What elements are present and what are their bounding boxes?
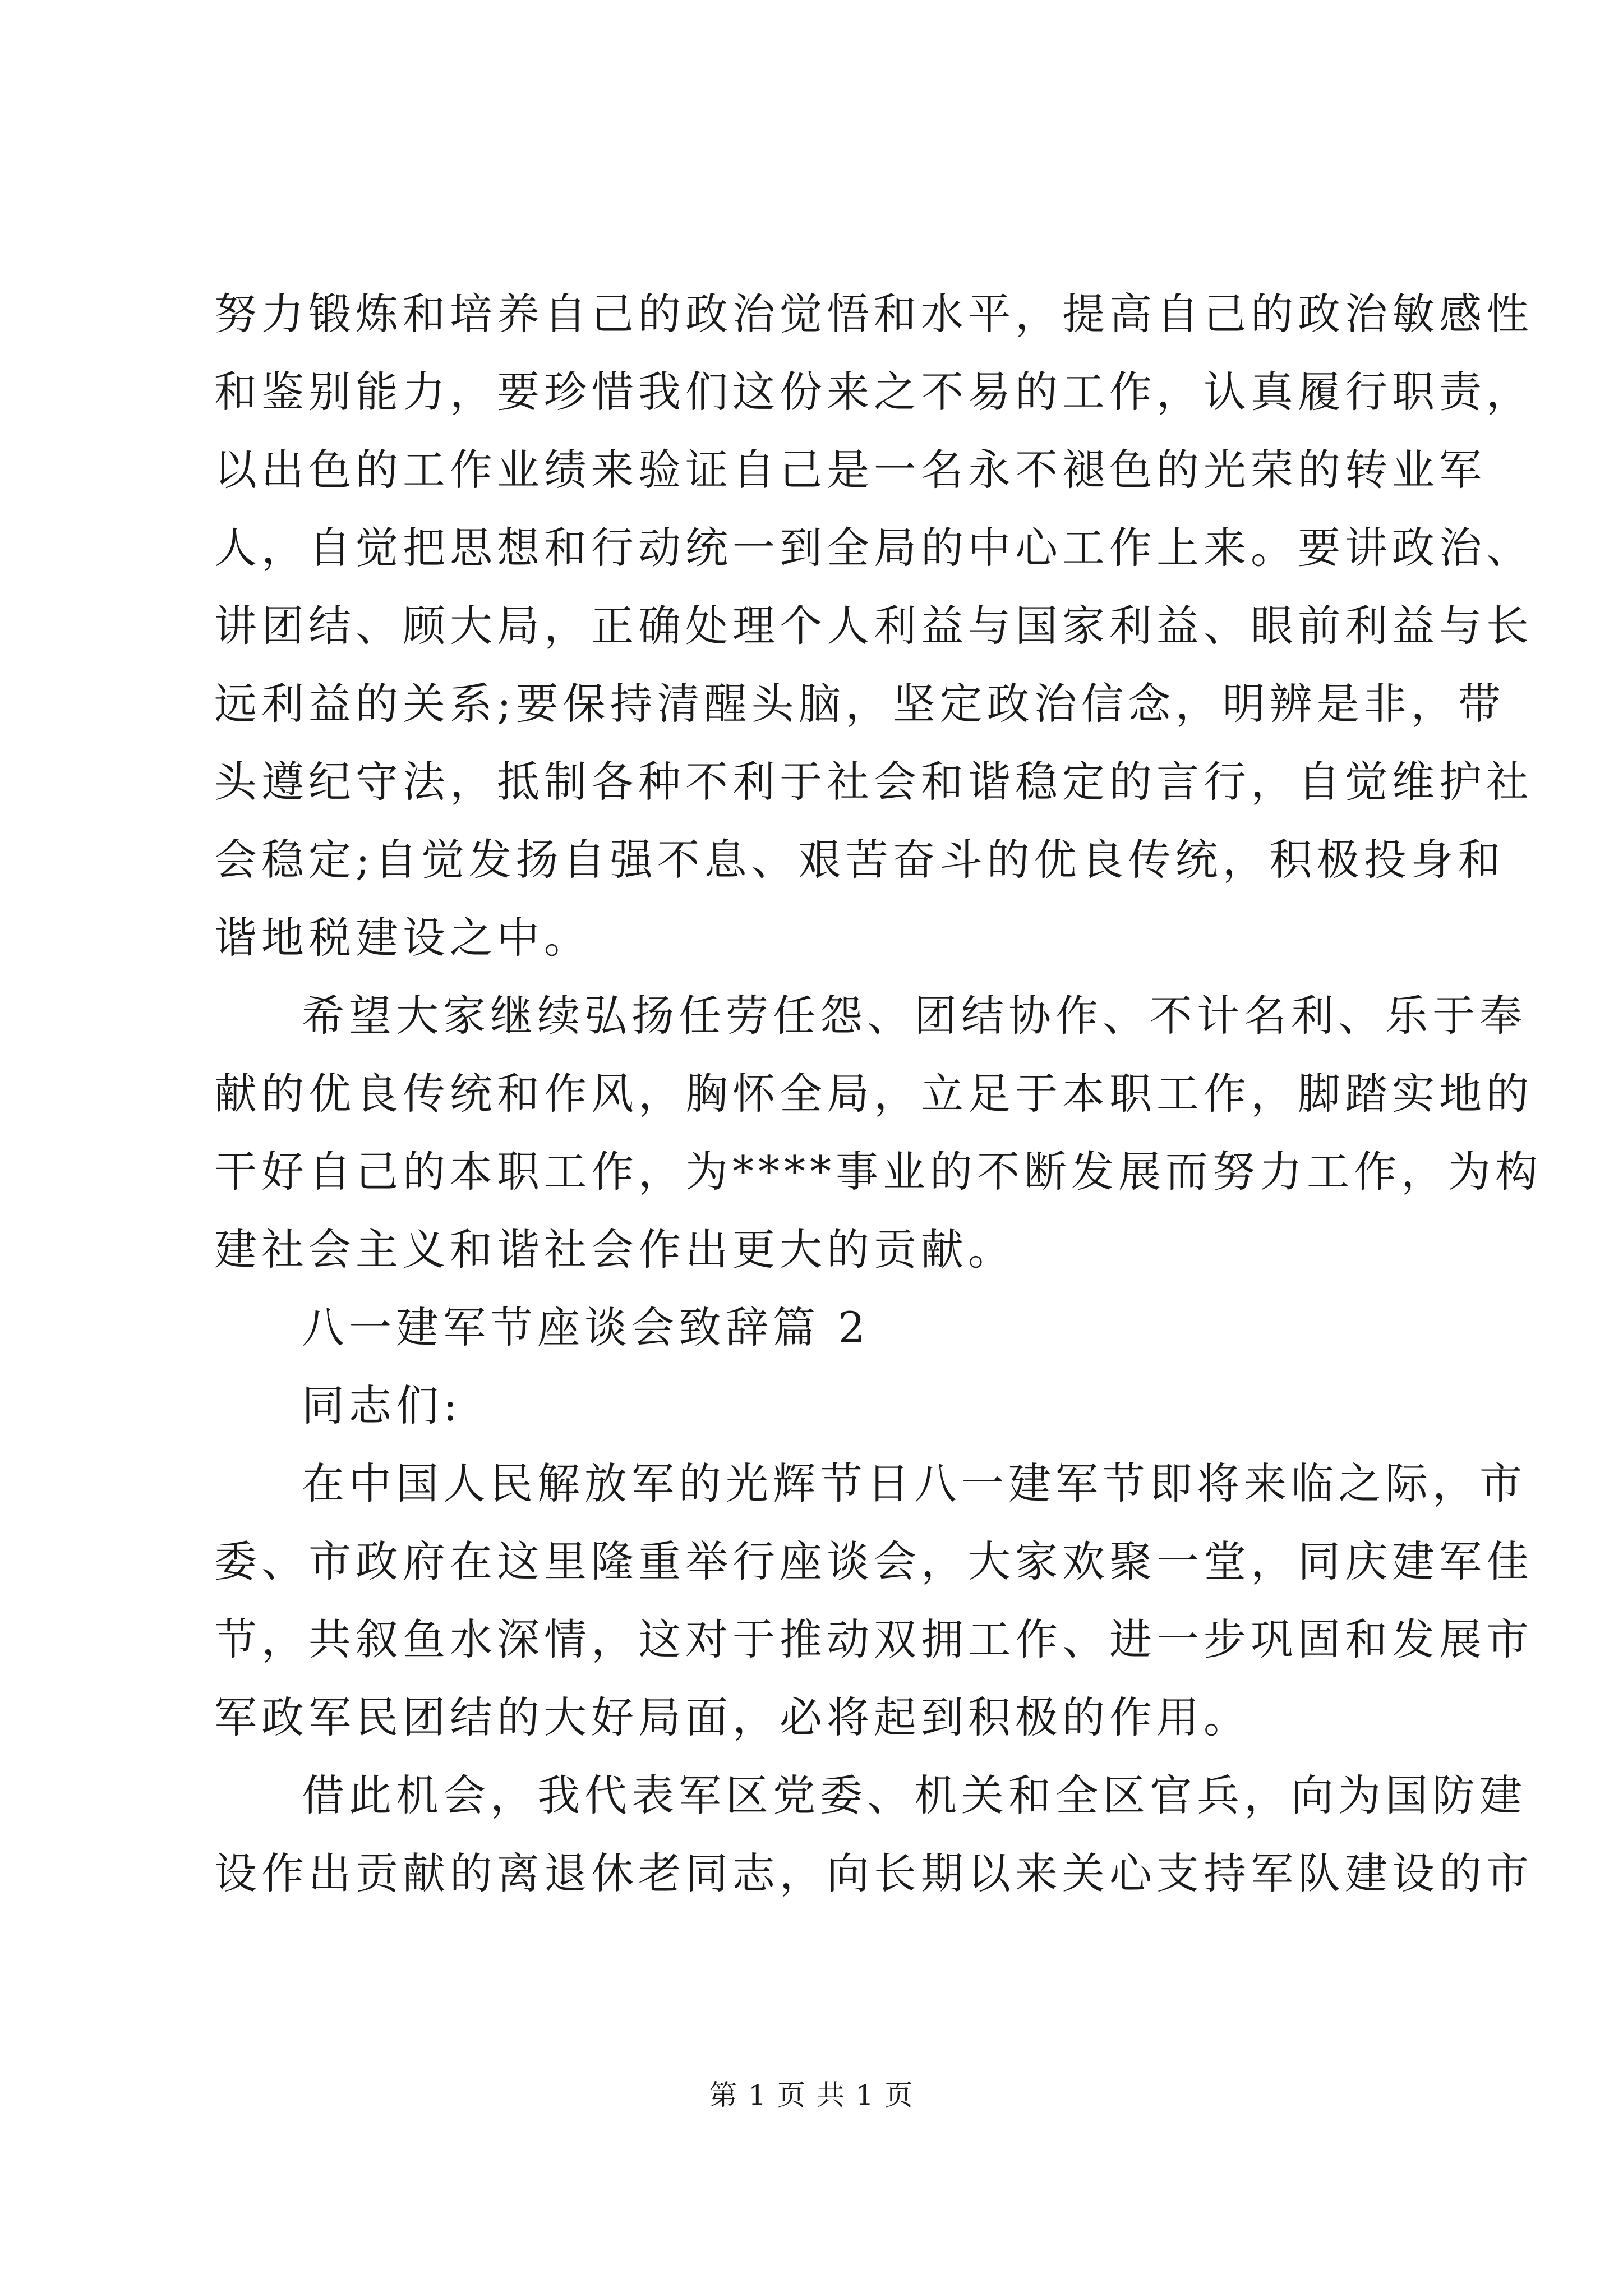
text-line: 军政军民团结的大好局面，必将起到积极的作用。 [214,1692,1251,1742]
text-line: 人，自觉把思想和行动统一到全局的中心工作上来。要讲政治、 [214,523,1533,573]
text-line: 建社会主义和谐社会作出更大的贡献。 [214,1225,1015,1274]
text-line: 努力锻炼和培养自己的政治觉悟和水平，提高自己的政治敏感性 [214,289,1533,339]
text-line: 和鉴别能力，要珍惜我们这份来之不易的工作，认真履行职责， [214,367,1533,417]
text-line: 委、市政府在这里隆重举行座谈会，大家欢聚一堂，同庆建军佳 [214,1536,1533,1586]
page-footer: 第 1 页 共 1 页 [709,2079,914,2111]
paragraph-start-line: 借此机会，我代表军区党委、机关和全区官兵，向为国防建 [302,1770,1527,1820]
paragraph-start-line: 希望大家继续弘扬任劳任怨、团结协作、不计名利、乐于奉 [302,991,1527,1041]
text-line: 头遵纪守法，抵制各种不利于社会和谐稳定的言行，自觉维护社 [214,757,1533,807]
salutation: 同志们: [302,1381,462,1430]
text-line: 干好自己的本职工作，为****事业的不断发展而努力工作，为构 [214,1147,1542,1197]
paragraph-start-line: 在中国人民解放军的光辉节日八一建军节即将来临之际，市 [302,1458,1527,1508]
text-line: 献的优良传统和作风，胸怀全局，立足于本职工作，脚踏实地的 [214,1069,1533,1119]
text-line: 节，共叙鱼水深情，这对于推动双拥工作、进一步巩固和发展市 [214,1614,1533,1664]
text-line: 设作出贡献的离退休老同志，向长期以来关心支持军队建设的市 [214,1848,1533,1898]
text-line: 谐地税建设之中。 [214,913,591,963]
text-line: 以出色的工作业绩来验证自己是一名永不褪色的光荣的转业军 [214,445,1486,495]
text-line: 远利益的关系;要保持清醒头脑，坚定政治信念，明辨是非，带 [214,679,1505,729]
text-line: 会稳定;自觉发扬自强不息、艰苦奋斗的优良传统，积极投身和 [214,835,1505,885]
text-line: 讲团结、顾大局，正确处理个人利益与国家利益、眼前利益与长 [214,601,1533,651]
document-body [214,275,1542,1912]
section-heading: 八一建军节座谈会致辞篇 2 [302,1303,870,1352]
